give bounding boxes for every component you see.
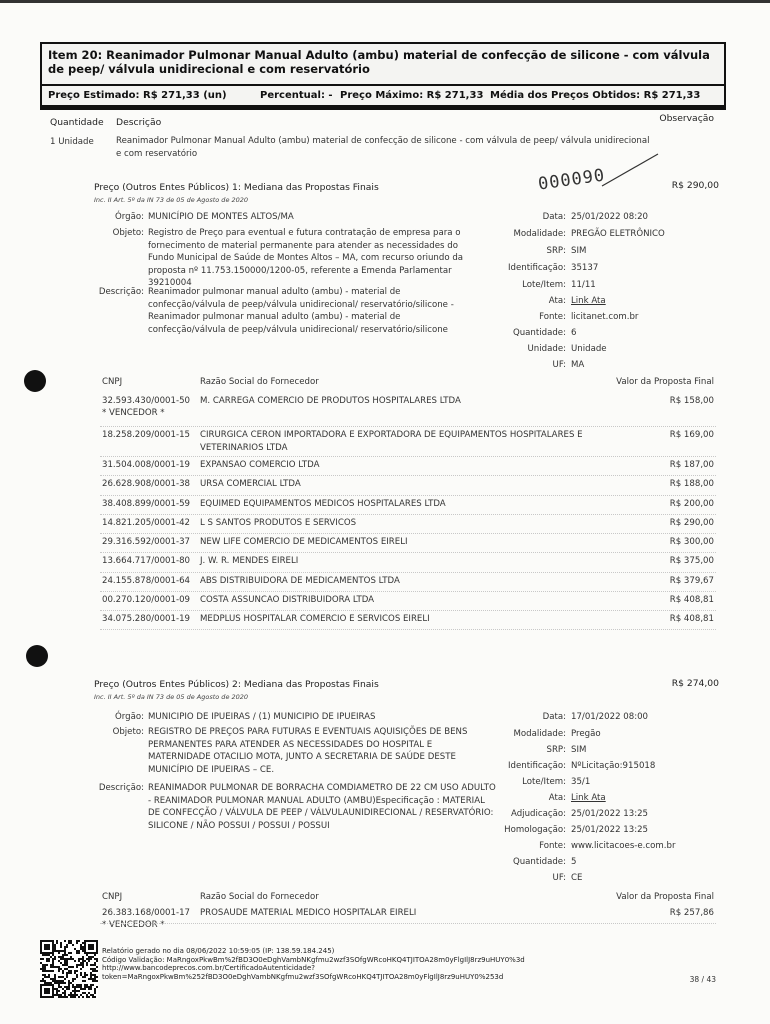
- section1-quantidade: 6: [571, 328, 577, 338]
- section1-col-valor: Valor da Proposta Final: [616, 377, 714, 387]
- supplier-cnpj: 32.593.430/0001-50: [102, 396, 191, 406]
- col-observacao: Observação: [659, 113, 714, 124]
- supplier-value: R$ 200,00: [669, 499, 714, 509]
- supplier-value: R$ 290,00: [669, 518, 714, 528]
- section1-objeto: Registro de Preço para eventual e futura contratação de empresa para o fornecimento de material permanente para atender as necessidades do Fundo Municipal de Saúde de Montes Altos – MA, com recurso oriundo da proposta nº 11.753.150000/1200-05, referente a Emenda Parlamentar 39210004: [148, 228, 464, 288]
- section2-fonte: www.licitacoes-e.com.br: [571, 841, 676, 851]
- row-divider: [100, 426, 716, 427]
- section1-identificacao: 35137: [571, 263, 599, 273]
- banner-divider: [42, 84, 724, 86]
- section2-value: R$ 274,00: [671, 678, 719, 689]
- row-divider: [100, 514, 716, 515]
- label-objeto: Objeto:: [112, 228, 144, 238]
- footer-line2: Código Validação: MaRngoxPkwBm%2fBD3O0eDghVambNKgfmu2wzf3SOfgWRcoHKQ4TJITOA28m0yFlgIlJ8rz9uHUY0%3d: [102, 955, 525, 964]
- section2-srp: SIM: [571, 745, 587, 755]
- supplier-name: M. CARREGA COMERCIO DE PRODUTOS HOSPITALARES LTDA: [200, 396, 461, 406]
- supplier-value: R$ 187,00: [669, 460, 714, 470]
- preco-maximo: Preço Máximo: R$ 271,33: [340, 90, 484, 101]
- label-srp: SRP:: [546, 246, 566, 256]
- section1-col-razao: Razão Social do Fornecedor: [200, 377, 319, 387]
- section1-ata-link[interactable]: Link Ata: [571, 296, 606, 306]
- supplier-name: COSTA ASSUNCAO DISTRIBUIDORA LTDA: [200, 595, 375, 605]
- label-ata: Ata:: [548, 296, 566, 306]
- supplier-name: MEDPLUS HOSPITALAR COMERCIO E SERVICOS EIRELI: [200, 614, 430, 624]
- section2-col-valor: Valor da Proposta Final: [616, 892, 714, 902]
- footer-line3: http://www.bancodeprecos.com.br/CertificadoAutenticidade?: [102, 964, 316, 972]
- supplier-cnpj: 13.664.717/0001-80: [102, 556, 191, 566]
- label-orgao: Órgão:: [114, 212, 144, 222]
- binder-hole-1: [24, 370, 46, 392]
- section2-subtitle: Inc. II Art. 5º da IN 73 de 05 de Agosto de 2020: [94, 693, 249, 701]
- section2-adjudicacao: 25/01/2022 13:25: [571, 809, 649, 819]
- col-quantidade: Quantidade: [50, 117, 104, 128]
- supplier-cnpj: 24.155.878/0001-64: [102, 576, 191, 586]
- section1-lote: 11/11: [571, 280, 596, 290]
- section2-homologacao: 25/01/2022 13:25: [571, 825, 649, 835]
- label-uf: UF:: [552, 360, 566, 370]
- section1-uf: MA: [571, 360, 585, 370]
- supplier-name: ABS DISTRIBUIDORA DE MEDICAMENTOS LTDA: [200, 576, 400, 586]
- label-fonte-2: Fonte:: [539, 841, 566, 851]
- page-number: 38 / 43: [689, 975, 716, 984]
- page-stamp: 000090: [536, 165, 607, 195]
- supplier-cnpj: 26.628.908/0001-38: [102, 479, 191, 489]
- supplier-cnpj: 31.504.008/0001-19: [102, 460, 191, 470]
- supplier-name: J. W. R. MENDES EIRELI: [200, 556, 299, 566]
- section2-lote: 35/1: [571, 777, 591, 787]
- label-lote: Lote/Item:: [522, 280, 566, 290]
- vencedor-marker: * VENCEDOR *: [102, 408, 165, 418]
- section2-data: 17/01/2022 08:00: [571, 712, 649, 722]
- supplier-name: URSA COMERCIAL LTDA: [200, 479, 301, 489]
- supplier-name: EQUIMED EQUIPAMENTOS MEDICOS HOSPITALARES LTDA: [200, 499, 446, 509]
- label-modalidade-2: Modalidade:: [513, 729, 566, 739]
- supplier-value: R$ 408,81: [669, 595, 714, 605]
- footer-line4: token=MaRngoxPkwBm%252fBD3O0eDghVambNKgfmu2wzf3SOfgWRcoHKQ4TJITOA28m0yFlgIlJ8rz9uHUY0%253d: [102, 972, 504, 981]
- row-divider: [100, 456, 716, 457]
- qr-code-icon: [40, 940, 98, 998]
- top-border: [0, 0, 770, 3]
- supplier-name: CIRURGICA CERON IMPORTADORA E EXPORTADORA DE EQUIPAMENTOS HOSPITALARES E VETERINARIOS LTDA: [200, 430, 583, 453]
- section2-ata-link[interactable]: Link Ata: [571, 793, 606, 803]
- preco-estimado: Preço Estimado: R$ 271,33 (un): [48, 90, 227, 101]
- supplier-cnpj: 26.383.168/0001-17: [102, 908, 191, 918]
- section2-orgao: MUNICIPIO DE IPUEIRAS / (1) MUNICIPIO DE IPUEIRAS: [148, 712, 376, 722]
- label-quantidade: Quantidade:: [512, 328, 566, 338]
- vencedor-marker: * VENCEDOR *: [102, 920, 165, 930]
- label-orgao-2: Órgão:: [114, 712, 144, 722]
- label-ata-2: Ata:: [548, 793, 566, 803]
- section1-subtitle: Inc. II Art. 5º da IN 73 de 05 de Agosto de 2020: [94, 196, 249, 204]
- supplier-value: R$ 169,00: [669, 430, 714, 440]
- item-descricao: Reanimador Pulmonar Manual Adulto (ambu) material de confecção de silicone - com válvula de peep/ válvula unidirecional e com reservatório: [116, 136, 650, 159]
- label-identificacao: Identificação:: [507, 263, 566, 273]
- supplier-name: NEW LIFE COMERCIO DE MEDICAMENTOS EIRELI: [200, 537, 408, 547]
- label-objeto-2: Objeto:: [112, 727, 144, 737]
- supplier-value: R$ 379,67: [669, 576, 714, 586]
- row-divider: [100, 495, 716, 496]
- label-fonte: Fonte:: [539, 312, 566, 322]
- section1-srp: SIM: [571, 246, 587, 256]
- label-srp-2: SRP:: [546, 745, 566, 755]
- supplier-cnpj: 18.258.209/0001-15: [102, 430, 191, 440]
- section1-modalidade: PREGÃO ELETRÔNICO: [571, 229, 665, 239]
- section2-identificacao: NºLicitação:915018: [571, 761, 656, 771]
- section2-col-cnpj: CNPJ: [102, 892, 123, 902]
- supplier-name: L S SANTOS PRODUTOS E SERVICOS: [200, 518, 357, 528]
- binder-hole-2: [26, 645, 48, 667]
- section2-uf: CE: [571, 873, 583, 883]
- label-descricao-2: Descrição:: [98, 783, 144, 793]
- row-divider: [100, 533, 716, 534]
- supplier-value: R$ 158,00: [669, 396, 714, 406]
- section2-objeto: REGISTRO DE PREÇOS PARA FUTURAS E EVENTUAIS AQUISIÇÕES DE BENS PERMANENTES PARA ATENDER AS NECESSIDADES DO HOSPITAL E MATERNIDADE OTACILIO MOTA, JUNTO A SECRETARIA DE SAÚDE DESTE MUNICÍPIO DE IPUEIRAS – CE.: [148, 727, 468, 775]
- supplier-value: R$ 408,81: [669, 614, 714, 624]
- supplier-name: PROSAUDE MATERIAL MEDICO HOSPITALAR EIRELI: [200, 908, 417, 918]
- label-identificacao-2: Identificação:: [507, 761, 566, 771]
- supplier-cnpj: 00.270.120/0001-09: [102, 595, 191, 605]
- label-homologacao: Homologação:: [504, 825, 566, 835]
- supplier-name: EXPANSAO COMERCIO LTDA: [200, 460, 320, 470]
- label-uf-2: UF:: [552, 873, 566, 883]
- row-divider: [100, 591, 716, 592]
- supplier-value: R$ 300,00: [669, 537, 714, 547]
- col-descricao: Descrição: [116, 117, 162, 128]
- footer-line1: Relatório gerado no dia 08/06/2022 10:59:05 (IP: 138.59.184.245): [102, 947, 335, 955]
- label-adjudicacao: Adjudicação:: [511, 809, 566, 819]
- label-data: Data:: [542, 212, 566, 222]
- section1-fonte: licitanet.com.br: [571, 312, 639, 322]
- section2-modalidade: Pregão: [571, 729, 601, 739]
- section1-orgao: MUNICÍPIO DE MONTES ALTOS/MA: [148, 212, 294, 222]
- supplier-value: R$ 188,00: [669, 479, 714, 489]
- section1-unidade: Unidade: [571, 344, 607, 354]
- label-quantidade-2: Quantidade:: [512, 857, 566, 867]
- supplier-cnpj: 38.408.899/0001-59: [102, 499, 191, 509]
- row-divider: [100, 923, 716, 924]
- supplier-cnpj: 34.075.280/0001-19: [102, 614, 191, 624]
- row-divider: [100, 629, 716, 630]
- label-data-2: Data:: [542, 712, 566, 722]
- item-header-banner: [40, 42, 726, 110]
- supplier-cnpj: 14.821.205/0001-42: [102, 518, 191, 528]
- section1-col-cnpj: CNPJ: [102, 377, 123, 387]
- label-unidade: Unidade:: [527, 344, 566, 354]
- row-divider: [100, 610, 716, 611]
- label-lote-2: Lote/Item:: [522, 777, 566, 787]
- item-quantidade: 1 Unidade: [50, 137, 94, 147]
- supplier-value: R$ 257,86: [669, 908, 714, 918]
- row-divider: [100, 572, 716, 573]
- section2-col-razao: Razão Social do Fornecedor: [200, 892, 319, 902]
- section1-data: 25/01/2022 08:20: [571, 212, 649, 222]
- section2-quantidade: 5: [571, 857, 577, 867]
- section2-descricao: REANIMADOR PULMONAR DE BORRACHA COMDIAMETRO DE 22 CM USO ADULTO - REANIMADOR PULMONAR MANUAL ADULTO (AMBU)Especificação : MATERIAL DE CONFECÇÃO / VÁLVULA DE PEEP / VÁLVULAUNIDIRECIONAL / RESERVATÓRIO: SILICONE / NÃO POSSUI / POSSUI / POSSUI: [148, 783, 496, 831]
- section1-title: Preço (Outros Entes Públicos) 1: Mediana das Propostas Finais: [94, 182, 379, 193]
- banner-bottom: [42, 105, 724, 108]
- item-title: Item 20: Reanimador Pulmonar Manual Adulto (ambu) material de confecção de silicone - com válvula de peep/ válvula unidirecional e com reservatório: [48, 48, 710, 76]
- supplier-cnpj: 29.316.592/0001-37: [102, 537, 191, 547]
- percentual: Percentual: -: [260, 90, 333, 101]
- media-precos: Média dos Preços Obtidos: R$ 271,33: [490, 90, 701, 101]
- label-descricao: Descrição:: [98, 287, 144, 297]
- row-divider: [100, 475, 716, 476]
- section1-value: R$ 290,00: [671, 180, 719, 191]
- label-modalidade: Modalidade:: [513, 229, 566, 239]
- section1-descricao: Reanimador pulmonar manual adulto (ambu) - material de confecção/válvula de peep/válvula unidirecional/ reservatório/silicone - Reanimador pulmonar manual adulto (ambu) - material de confecção/válvula de peep/válvula unidirecional/ reservatório/silicone: [148, 287, 454, 335]
- supplier-value: R$ 375,00: [669, 556, 714, 566]
- section2-title: Preço (Outros Entes Públicos) 2: Mediana das Propostas Finais: [94, 679, 379, 690]
- row-divider: [100, 552, 716, 553]
